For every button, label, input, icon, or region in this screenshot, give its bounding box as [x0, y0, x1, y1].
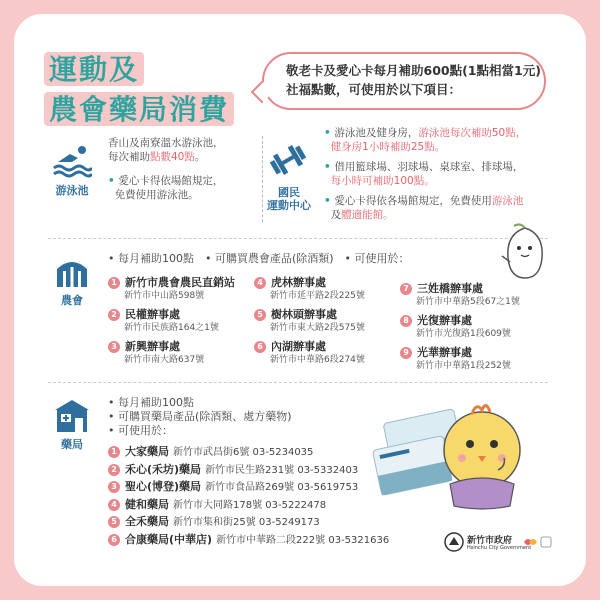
pharmacy-header-1: • 每月補助100點	[108, 396, 194, 409]
place-number-badge: 2	[108, 309, 120, 321]
place-name-text: 樹林頭辦事處	[271, 308, 337, 321]
farmers-header: • 每月補助100點 • 可購買農會產品(除酒類) • 可使用於：	[108, 252, 410, 265]
place-number-badge: 6	[254, 341, 266, 353]
place-name-text: 新興辦事處	[125, 340, 180, 353]
divider-2	[48, 382, 548, 383]
pharmacy-store-row	[108, 516, 320, 529]
place-number-badge: 9	[400, 347, 412, 359]
place-number-badge: 7	[400, 283, 412, 295]
farmers-place-address: 新竹市東大路2段575號	[270, 323, 365, 333]
store-info: 新竹市大同路178號 03-5222478	[173, 499, 327, 511]
farmers-place-name	[108, 340, 180, 353]
farmers-place-address: 新竹市中山路598號	[124, 291, 205, 301]
farmers-place-name	[400, 282, 483, 295]
store-number-badge: 2	[108, 464, 120, 476]
farmers-place-name	[254, 308, 337, 321]
pharmacy-store-row	[108, 446, 313, 459]
dumbbell-icon	[268, 140, 308, 180]
place-name-text: 民權辦事處	[125, 308, 180, 321]
place-number-badge: 3	[108, 341, 120, 353]
sports-bullet-2: • 借用籃球場、羽球場、桌球室、排球場， 每小時可補助100點。	[324, 161, 524, 187]
place-name-text: 三姓橋辦事處	[417, 282, 483, 295]
swimmer-icon	[52, 140, 92, 180]
swimming-text-1: 香山及南寮溫水游泳池， 每次補助點數40點。	[108, 137, 224, 163]
pharmacy-store-row	[108, 464, 358, 477]
pharmacy-header-3: • 可使用於：	[108, 424, 173, 437]
store-info: 新竹市民生路231號 03-5332403	[205, 464, 359, 476]
place-name-text: 光華辦事處	[417, 346, 472, 359]
place-number-badge: 8	[400, 315, 412, 327]
pharmacy-store-row	[108, 499, 326, 512]
store-number-badge: 5	[108, 516, 120, 528]
farmers-place-address: 新竹市中華路1段252號	[416, 361, 511, 371]
store-info: 新竹市武昌街6號 03-5234035	[173, 447, 314, 458]
farmers-place-address: 新竹市光復路1段609號	[416, 329, 511, 339]
store-name: 合康藥局(中華店)	[125, 532, 213, 546]
store-info: 新竹市中華路二段222號 03-5321636	[216, 534, 390, 546]
store-number-badge: 3	[108, 481, 120, 493]
store-name: 禾心(禾坊)藥局	[125, 462, 202, 476]
store-info: 新竹市食品路269號 03-5619753	[205, 482, 359, 493]
title-line-1: 運動及	[44, 48, 144, 88]
pharmacy-icon	[52, 396, 92, 436]
pharmacy-header-2: • 可購買藥局產品(除酒類、處方藥物)	[108, 410, 292, 423]
store-name: 大家藥局	[125, 445, 169, 458]
store-name: 健和藥局	[125, 497, 169, 511]
chick-mascot	[432, 398, 532, 522]
sports-bullet-1: • 游泳池及健身房，游泳池每次補助50點， 健身房1小時補助25點。	[324, 127, 527, 153]
city-government-name: 新竹市政府	[467, 536, 513, 546]
store-name: 聖心(博登)藥局	[125, 480, 202, 493]
department-logo-icon	[522, 534, 552, 554]
intro-line-2: 社福點數，可使用於以下項目：	[286, 82, 462, 97]
farmers-place-name	[254, 340, 326, 353]
pharmacy-store-row	[108, 481, 358, 494]
store-info: 新竹市集和街25號 03-5249173	[173, 517, 320, 528]
farmers-place-name	[254, 276, 326, 289]
pharmacy-label: 藥局	[61, 438, 83, 451]
swimming-label: 游泳池	[55, 184, 89, 197]
farmers-association-icon	[52, 252, 92, 292]
farmers-place-name	[108, 276, 235, 289]
place-name-text: 虎林辦事處	[271, 276, 326, 289]
swimming-text-2: • 愛心卡得依場館規定， 免費使用游泳池。	[108, 175, 224, 201]
farmers-place-address: 新竹市中華路6段274號	[270, 355, 365, 365]
sports-center-label: 國民 運動中心	[267, 186, 311, 212]
farmers-place-address: 新竹市中華路5段67之1號	[416, 297, 520, 307]
farmers-place-address: 新竹市南大路637號	[124, 355, 205, 365]
city-government-logo-icon	[444, 532, 464, 556]
place-name-text: 內湖辦事處	[271, 340, 326, 353]
intro-bubble	[262, 52, 546, 110]
place-number-badge: 4	[254, 277, 266, 289]
store-number-badge: 6	[108, 534, 120, 546]
city-government-name-en: Hsinchu City Government	[467, 545, 532, 551]
pharmacy-store-row	[108, 534, 389, 547]
farmers-place-address: 新竹市民族路164之1號	[124, 323, 219, 333]
place-name-text: 新竹市農會農民直銷站	[125, 276, 235, 289]
place-name-text: 光復辦事處	[417, 314, 472, 327]
divider-1	[48, 238, 548, 239]
intro-line-1: 敬老卡及愛心卡每月補助600點(1點相當1元)	[286, 63, 541, 78]
title-line-2: 農會藥局消費	[44, 88, 234, 128]
place-number-badge: 1	[108, 277, 120, 289]
store-number-badge: 1	[108, 446, 120, 458]
farmers-label: 農會	[61, 294, 83, 307]
sports-bullet-3: • 愛心卡得依各場館規定，免費使用游泳池 及體適能館。	[324, 195, 524, 221]
place-number-badge: 5	[254, 309, 266, 321]
farmers-place-address: 新竹市延平路2段225號	[270, 291, 365, 301]
farmers-place-name	[108, 308, 180, 321]
farmers-place-name	[400, 314, 472, 327]
store-name: 全禾藥局	[125, 515, 169, 528]
rice-mascot	[500, 222, 550, 286]
store-number-badge: 4	[108, 499, 120, 511]
farmers-place-name	[400, 346, 472, 359]
